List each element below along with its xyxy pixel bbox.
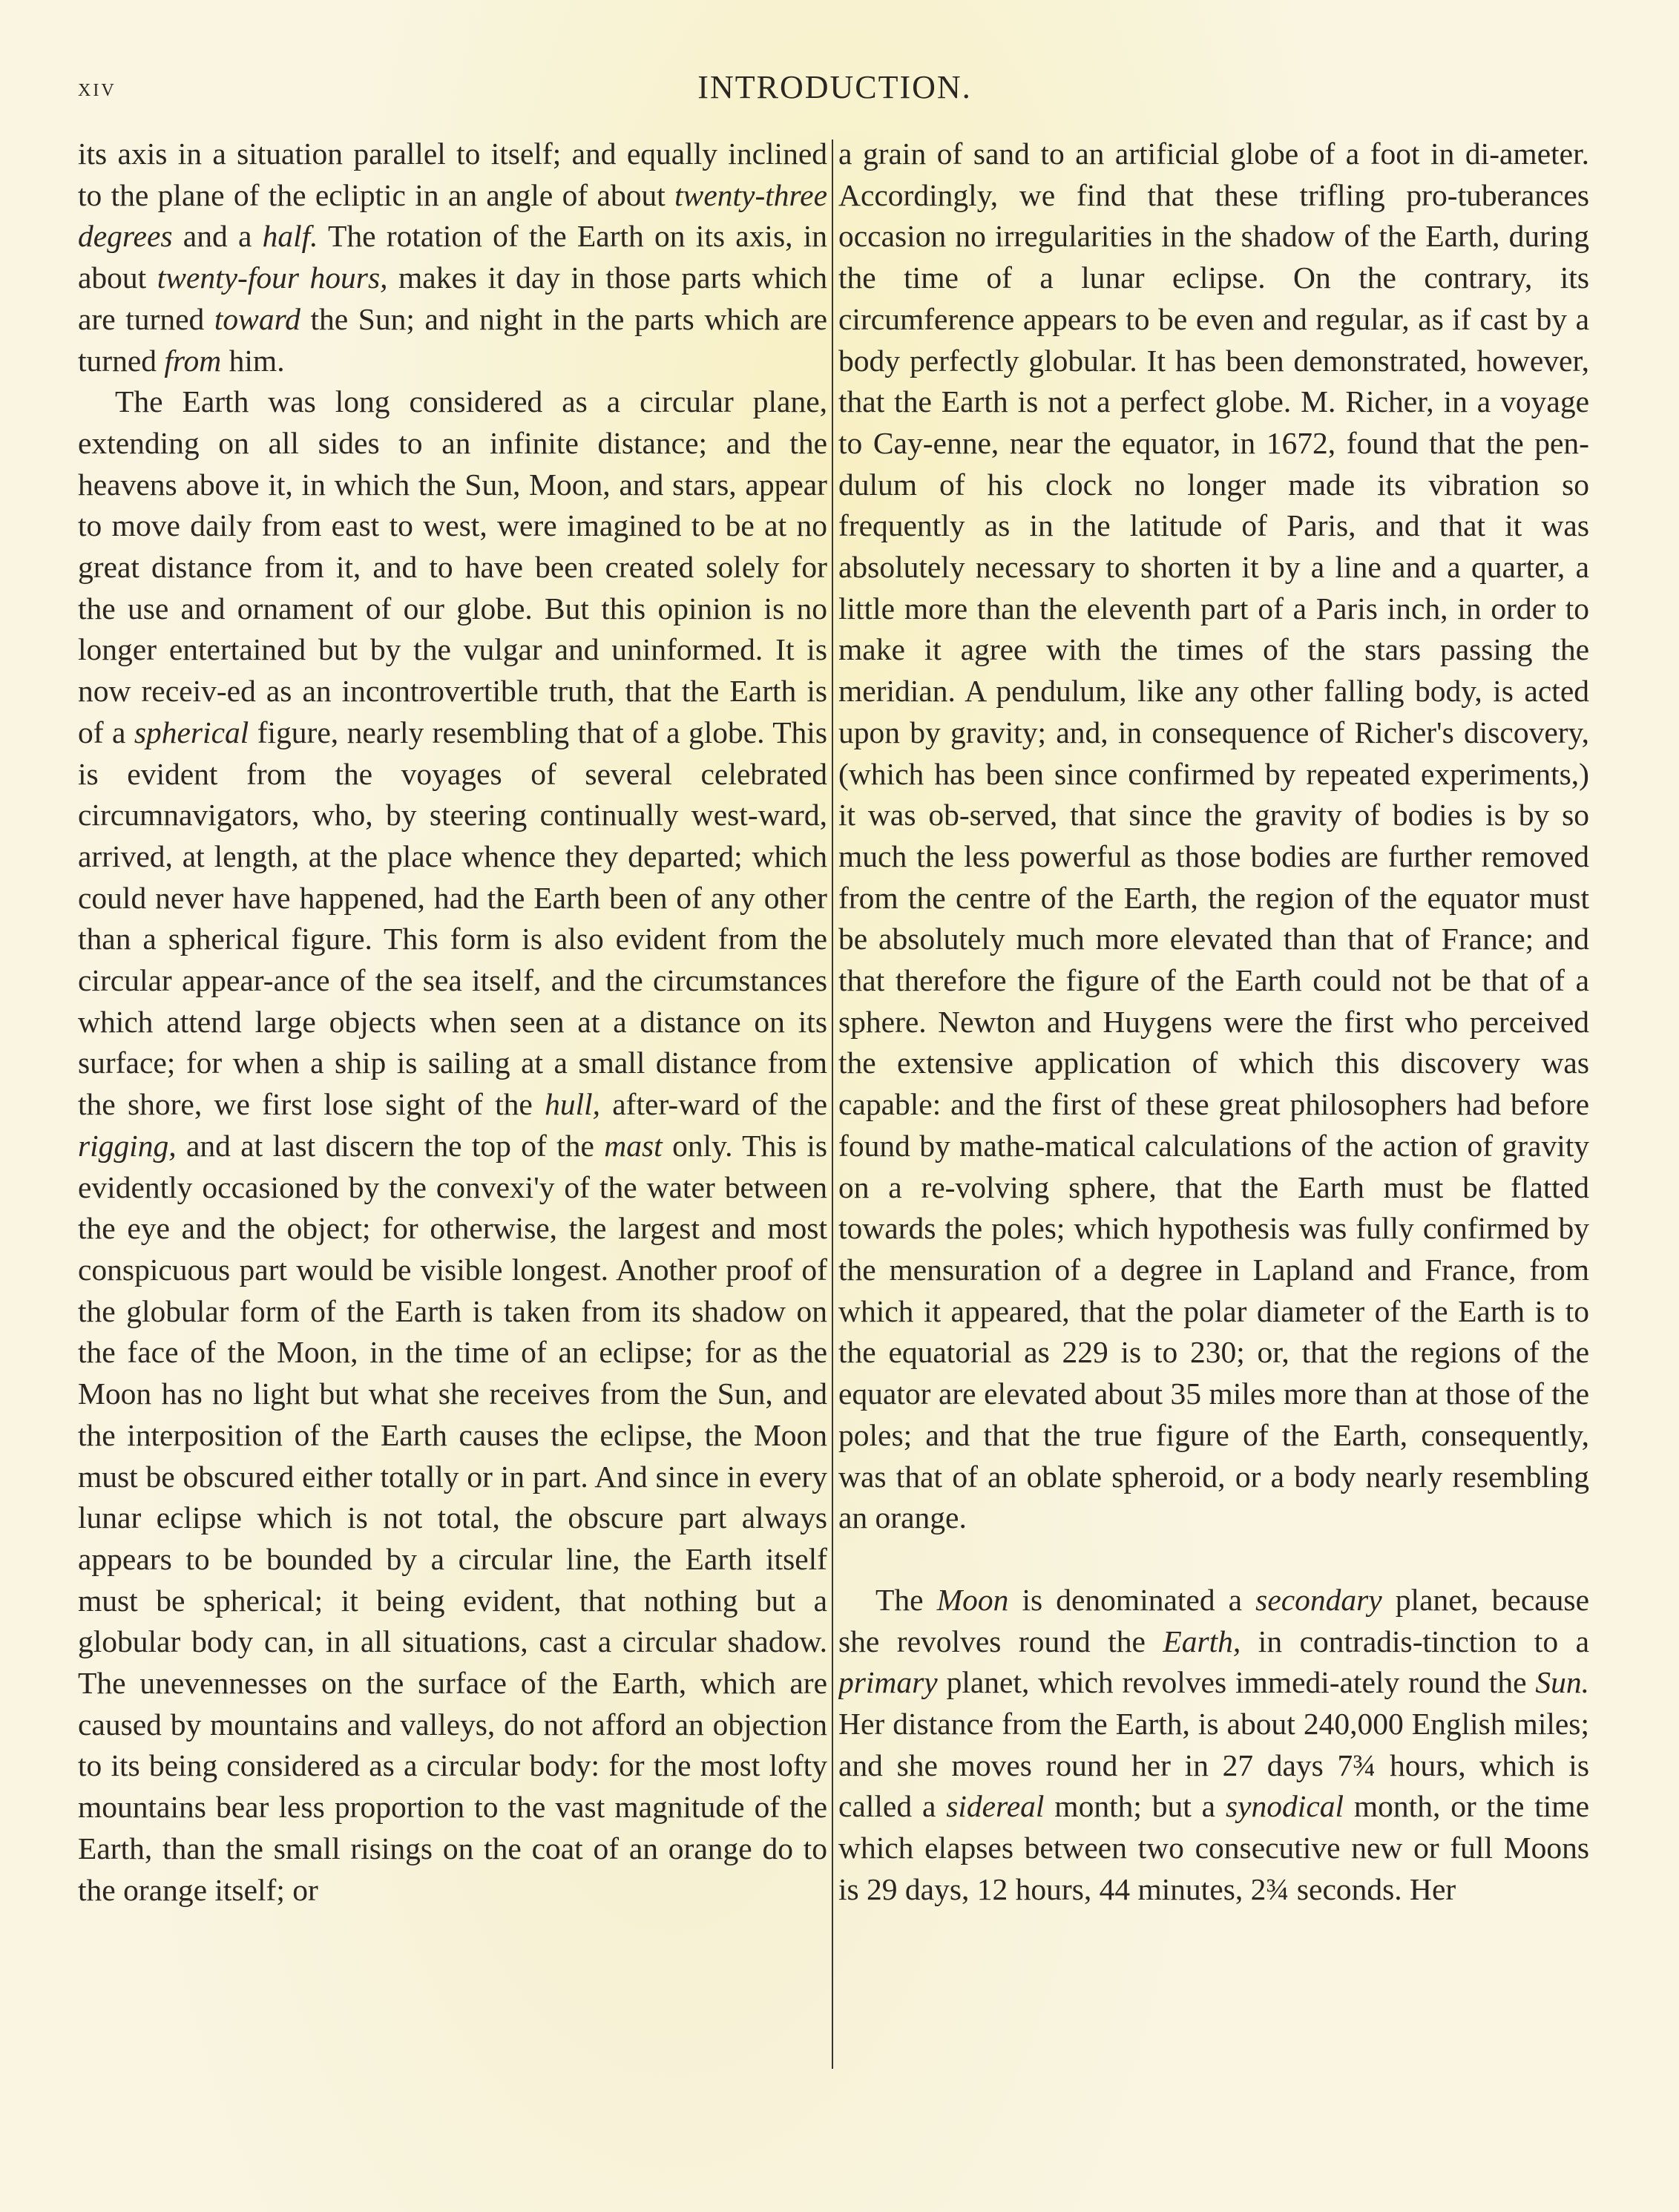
italic-run: primary (838, 1665, 938, 1700)
italic-run: synodical (1225, 1789, 1344, 1824)
text-run: the Sun; and night in the parts which are turned (78, 301, 827, 378)
italic-run: toward (214, 301, 300, 336)
italic-run: Earth, (1163, 1624, 1241, 1658)
page-number: xiv (78, 74, 116, 102)
italic-run: twenty-three degrees (78, 177, 827, 254)
text-run: Her distance from the Earth, is about 240,000 English miles; and she moves round her in 27 days 7¾ hours, which is called a (838, 1707, 1589, 1824)
italic-run: Sun. (1535, 1665, 1589, 1700)
text-run: a grain of sand to an artificial globe of a foot in di-ameter. Accordingly, we find that these trifling pro-tuberances occasion no irregularities in the shadow of the Earth, during the time of a lunar eclipse. On the contrary, its circumference appears to be even and regular, as if cast by a body perfectly globular. It has been demonstrated, however, that the Earth is not a perfect globe. M. Richer, in a voyage to Cay-enne, near the equator, in 1672, found that the pen-dulum of his clock no longer made its vibration so frequently as in the latitude of Paris, and that it was absolutely necessary to shorten it by a line and a quarter, a little more than the eleventh part of a Paris inch, in order to make it agree with the times of the stars passing the meridian. A pendulum, like any other falling body, is acted upon by gravity; and, in consequence of Richer's discovery, (which has been since confirmed by repeated experiments,) it was ob-served, that since the gravity of bodies is by so much the less powerful as those bodies are further removed from the centre of the Earth, the region of the equator must be absolutely much more elevated than that of France; and that therefore the figure of the Earth could not be that of a sphere. Newton and Huygens were the first who perceived the extensive application of which this discovery was capable: and the first of these great philosophers had before found by mathe-matical calculations of the action of gravity on a re-volving sphere, that the Earth must be flatted towards the poles; which hypothesis was fully confirmed by the mensuration of a degree in Lapland and France, from which it appeared, that the polar diameter of the Earth is to the equatorial as 229 is to 230; or, that the regions of the equator are elevated about 35 miles more than at those of the poles; and that the true figure of the Earth, consequently, was that of an oblate spheroid, or a body nearly resembling an orange. (838, 137, 1589, 1535)
text-run: month, or the time which elapses between two consecutive new or full Moons is 29 days, 12 hours, 44 minutes, 2¾ seconds. Her (838, 1789, 1589, 1906)
text-run: figure, nearly resembling that of a globe. This is evident from the voyages of several celebrated circumnavigators, who, by steering continually west-ward, arrived, at length, at the place whence they departed; which could never have happened, had the Earth been of any other than a spherical figure. This form is also evident from the circular appear-ance of the sea itself, and the circumstances which attend large objects when seen at a distance on its surface; for when a ship is sailing at a small distance from the shore, we first lose sight of the (78, 715, 827, 1122)
text-run: and at last discern the top of the (176, 1128, 605, 1163)
right-column (838, 134, 1589, 2182)
text-run: makes it day in those parts which are turned (78, 260, 827, 336)
text-run: him. (221, 343, 285, 378)
italic-run: Moon (936, 1582, 1009, 1617)
italic-run: mast (604, 1128, 663, 1163)
text-run: its axis in a situation parallel to itself; and equally inclined to the plane of the ecliptic in an angle of about (78, 137, 827, 212)
italic-run: hull, (545, 1087, 600, 1122)
italic-run: rigging, (78, 1128, 177, 1163)
text-run: month; but a (1044, 1789, 1226, 1824)
text-run: planet, because she revolves round the (838, 1582, 1589, 1658)
text-run: The rotation of the Earth on its axis, in about (78, 219, 827, 295)
text-run: is denominated a (1008, 1582, 1256, 1617)
italic-run: half. (262, 219, 318, 254)
page-header (78, 68, 1591, 110)
left-column (78, 134, 827, 2182)
text-run: The (875, 1582, 937, 1617)
italic-run: twenty-four hours, (157, 260, 388, 295)
text-run: in contradis-tinction to a (1241, 1624, 1589, 1658)
text-run: and a (172, 219, 263, 254)
text-run: The Earth was long considered as a circular plane, extending on all sides to an infinite distance; and the heavens above it, in which the Sun, Moon, and stars, appear to move daily from east to west, were imagined to be at no great distance from it, and to have been created solely for the use and ornament of our globe. But this opinion is no longer entertained but by the vulgar and uninformed. It is now receiv-ed as an incontrovertible truth, that the Earth is of a (78, 384, 827, 749)
right-column-paragraph (838, 1580, 1589, 1911)
italic-run: sidereal (946, 1789, 1045, 1824)
italic-run: secondary (1255, 1582, 1382, 1617)
left-column-paragraph (78, 381, 827, 1911)
right-column-paragraph (838, 134, 1589, 1539)
text-run: planet, which revolves immedi-ately round the (937, 1665, 1536, 1700)
left-column-paragraph (78, 134, 827, 381)
text-run: after-ward of the (600, 1087, 827, 1122)
column-divider (832, 140, 833, 2069)
italic-run: from (164, 343, 222, 378)
italic-run: spherical (134, 715, 249, 749)
text-run: only. This is evidently occasioned by the convexi'y of the water between the eye and the object; for otherwise, the largest and most conspicuous part would be visible longest. Another proof of the globular form of the Earth is taken from its shadow on the face of the Moon, in the time of an eclipse; for as the Moon has no light but what she receives from the Sun, and the interposition of the Earth causes the eclipse, the Moon must be obscured either totally or in part. And since in every lunar eclipse which is not total, the obscure part always appears to be bounded by a circular line, the Earth itself must be spherical; it being evident, that nothing but a globular body can, in all situations, cast a circular shadow. The unevennesses on the surface of the Earth, which are caused by mountains and valleys, do not afford an objection to its being considered as a circular body: for the most lofty mountains bear less proportion to the vast magnitude of the Earth, than the small risings on the coat of an orange do to the orange itself; or (78, 1128, 827, 1907)
running-title: INTRODUCTION. (697, 69, 972, 105)
